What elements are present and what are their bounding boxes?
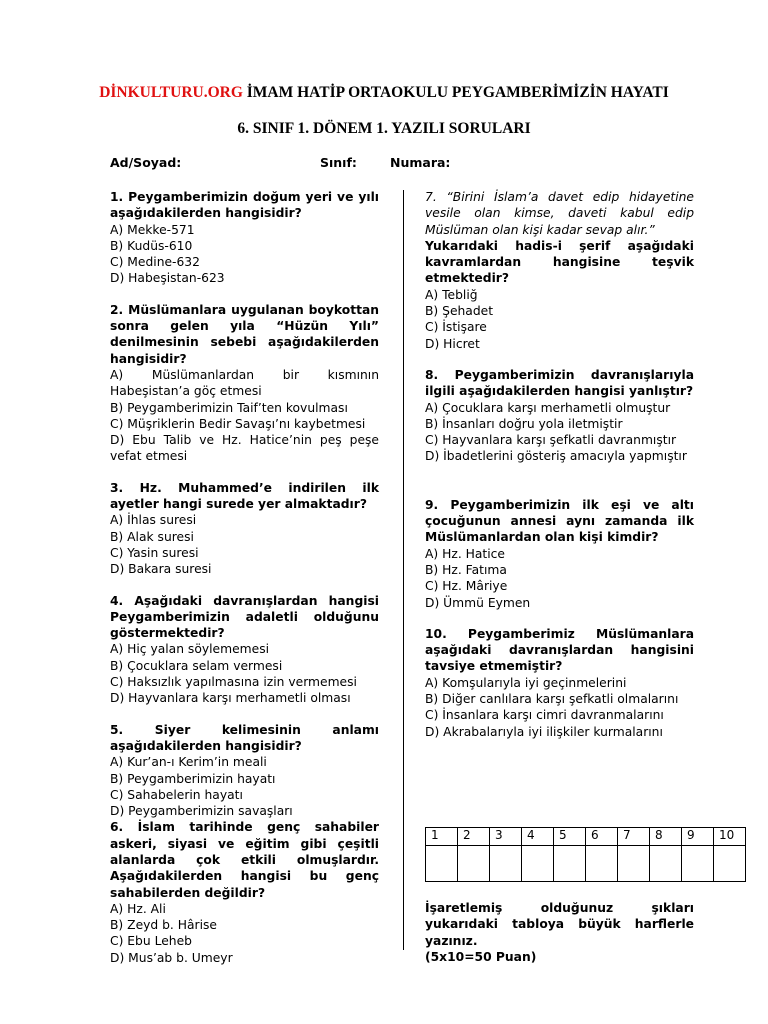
option-c: C) Hayvanlara karşı şefkatli davranmıştır <box>425 433 677 448</box>
option-d: D) Hicret <box>425 336 480 351</box>
option-b: B) Alak suresi <box>110 529 194 544</box>
title-text: İMAM HATİP ORTAOKULU PEYGAMBERİMİZİN HAYATI <box>242 84 669 101</box>
answer-cell[interactable] <box>586 846 618 882</box>
answer-table <box>425 827 746 882</box>
answer-number: 7 <box>618 828 650 846</box>
question-text: 2. Müslümanlara uygulanan boykottan sonra gelen yıla “Hüzün Yılı” denilmesinin sebebi aşağıdakilerden hangisidir? <box>110 302 379 366</box>
question-1 <box>110 189 379 287</box>
answer-number: 10 <box>714 828 746 846</box>
page-title <box>0 84 768 102</box>
answer-cell[interactable] <box>426 846 458 882</box>
option-a: A) İhlas suresi <box>110 513 197 528</box>
option-c: C) Sahabelerin hayatı <box>110 787 243 802</box>
number-field-label: Numara: <box>390 155 451 170</box>
option-d: D) Peygamberimizin savaşları <box>110 804 293 819</box>
question-7 <box>425 189 694 352</box>
answer-number: 5 <box>554 828 586 846</box>
question-10 <box>425 626 694 740</box>
answer-cell[interactable] <box>490 846 522 882</box>
question-text: 9. Peygamberimizin ilk eşi ve altı çocuğunun annesi aynı zamanda ilk Müslümanlardan olan kişi kimdir? <box>425 497 694 545</box>
instructions <box>425 900 694 965</box>
question-text: 5. Siyer kelimesinin anlamı aşağıdakilerden hangisidir? <box>110 722 379 753</box>
page-subtitle: 6. SINIF 1. DÖNEM 1. YAZILI SORULARI <box>237 120 531 137</box>
option-d: D) Ümmü Eymen <box>425 595 531 610</box>
option-d: D) Mus’ab b. Umeyr <box>110 950 233 965</box>
question-5 <box>110 722 379 820</box>
answer-number: 8 <box>650 828 682 846</box>
option-d: D) Bakara suresi <box>110 562 212 577</box>
answer-cell[interactable] <box>682 846 714 882</box>
option-c: C) Müşriklerin Bedir Savaşı’nı kaybetmesi <box>110 416 366 431</box>
question-text: 6. İslam tarihinde genç sahabiler askeri, siyasi ve eğitim gibi çeşitli alanlarda çok etkili olmuşlardır. Aşağıdakilerden hangisi bu genç sahabilerden değildir? <box>110 820 379 900</box>
option-b: B) Kudüs-610 <box>110 238 193 253</box>
answer-cell[interactable] <box>522 846 554 882</box>
question-9 <box>425 497 694 611</box>
option-a: A) Komşularıyla iyi geçinmelerini <box>425 675 627 690</box>
option-b: B) Peygamberimizin Taif’ten kovulması <box>110 400 348 415</box>
option-a: A) Hz. Hatice <box>425 546 505 561</box>
option-b: B) Zeyd b. Hârise <box>110 918 217 933</box>
option-c: C) Hz. Mâriye <box>425 579 508 594</box>
class-field-label: Sınıf: <box>320 155 357 170</box>
column-divider <box>403 190 404 950</box>
answer-cell[interactable] <box>618 846 650 882</box>
option-a: A) Kur’an-ı Kerim’in meali <box>110 755 267 770</box>
option-b: B) Hz. Fatıma <box>425 562 507 577</box>
option-d: D) Ebu Talib ve Hz. Hatice’nin peş peşe vefat etmesi <box>110 433 379 464</box>
answer-cell[interactable] <box>554 846 586 882</box>
instructions-text: İşaretlemiş olduğunuz şıkları yukarıdaki tabloya büyük harflerle yazınız. <box>425 901 694 948</box>
option-b: B) Çocuklara selam vermesi <box>110 658 283 673</box>
option-d: D) Hayvanlara karşı merhametli olması <box>110 691 351 706</box>
option-a: A) Müslümanlardan bir kısmının Habeşistan’a göç etmesi <box>110 367 379 399</box>
question-text: 8. Peygamberimizin davranışlarıyla ilgili aşağıdakilerden hangisi yanlıştır? <box>425 367 694 399</box>
question-3 <box>110 480 379 578</box>
answer-number: 3 <box>490 828 522 846</box>
answer-number: 1 <box>426 828 458 846</box>
option-a: A) Hiç yalan söylememesi <box>110 642 270 657</box>
question-4 <box>110 593 379 707</box>
answer-number: 9 <box>682 828 714 846</box>
option-d: D) Habeşistan-623 <box>110 271 225 286</box>
option-a: A) Tebliğ <box>425 287 478 302</box>
option-d: D) İbadetlerini gösteriş amacıyla yapmıştır <box>425 449 687 464</box>
points-info: (5x10=50 Puan) <box>425 949 537 964</box>
right-column <box>425 189 694 740</box>
question-text: 10. Peygamberimiz Müslümanlara aşağıdaki davranışlardan hangisini tavsiye etmemiştir? <box>425 626 694 674</box>
option-c: C) Haksızlık yapılmasına izin vermemesi <box>110 675 357 690</box>
option-a: A) Mekke-571 <box>110 222 195 237</box>
brand-name: DİNKULTURU.ORG <box>99 84 243 101</box>
answer-table-blank-row <box>426 846 746 882</box>
option-b: B) Diğer canlılara karşı şefkatli olmalarını <box>425 692 679 707</box>
option-a: A) Çocuklara karşı merhametli olmuştur <box>425 400 671 415</box>
answer-number: 2 <box>458 828 490 846</box>
option-c: C) İstişare <box>425 320 487 335</box>
option-c: C) Yasin suresi <box>110 545 199 560</box>
question-text: 4. Aşağıdaki davranışlardan hangisi Peygamberimizin adaletli olduğunu göstermektedir? <box>110 593 379 641</box>
answer-number: 4 <box>522 828 554 846</box>
hadith-quote: 7. “Birini İslam’a davet edip hidayetine vesile olan kimse, daveti kabul edip Müslüman olan kişi kadar sevap alır.” <box>425 190 694 237</box>
answer-cell[interactable] <box>650 846 682 882</box>
question-8 <box>425 367 694 465</box>
option-b: B) İnsanları doğru yola iletmiştir <box>425 416 623 431</box>
option-a: A) Hz. Ali <box>110 901 166 916</box>
option-c: C) İnsanlara karşı cimri davranmalarını <box>425 708 664 723</box>
option-b: B) Şehadet <box>425 304 494 319</box>
answer-table-header-row <box>426 828 746 846</box>
left-column <box>110 189 379 966</box>
option-c: C) Ebu Leheb <box>110 934 192 949</box>
question-text: 3. Hz. Muhammed’e indirilen ilk ayetler hangi surede yer almaktadır? <box>110 480 379 512</box>
question-text: 1. Peygamberimizin doğum yeri ve yılı aşağıdakilerden hangisidir? <box>110 190 379 221</box>
question-6 <box>110 819 379 966</box>
question-text: Yukarıdaki hadis-i şerif aşağıdaki kavramlardan hangisine teşvik etmektedir? <box>425 238 694 286</box>
answer-cell[interactable] <box>714 846 746 882</box>
question-2 <box>110 302 379 465</box>
answer-cell[interactable] <box>458 846 490 882</box>
option-d: D) Akrabalarıyla iyi ilişkiler kurmalarını <box>425 724 663 739</box>
option-b: B) Peygamberimizin hayatı <box>110 771 276 786</box>
answer-number: 6 <box>586 828 618 846</box>
name-field-label: Ad/Soyad: <box>110 155 182 170</box>
option-c: C) Medine-632 <box>110 255 200 270</box>
